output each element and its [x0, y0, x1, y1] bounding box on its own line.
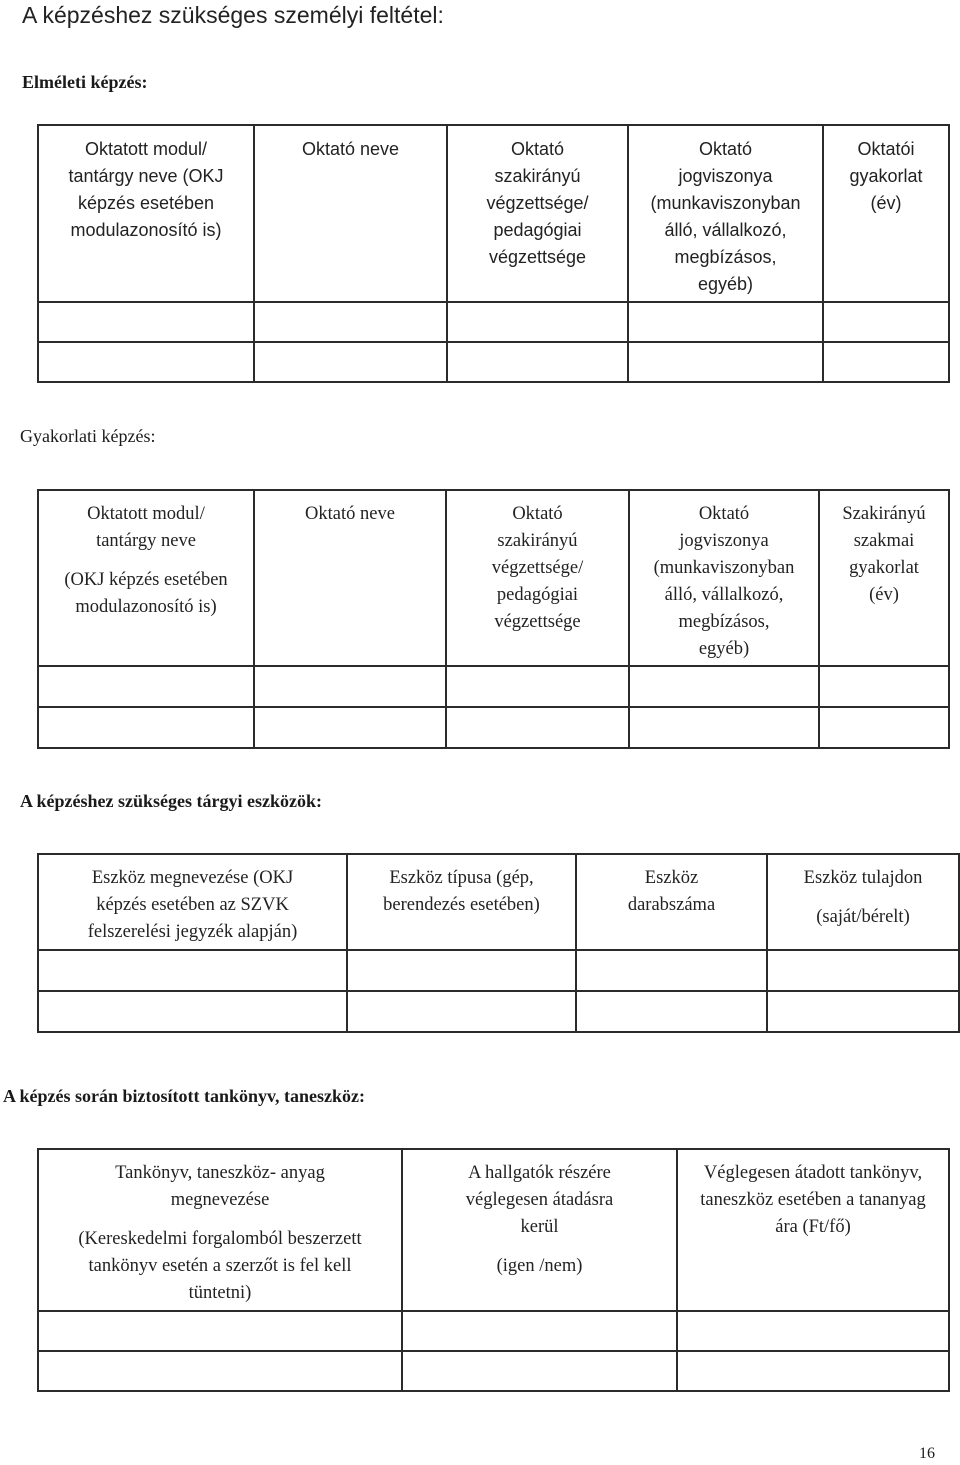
equipment-col-ownership: Eszköz tulajdon (saját/bérelt): [767, 854, 959, 950]
theory-col-instructor-name: Oktató neve: [254, 125, 447, 302]
table-cell[interactable]: [576, 991, 767, 1032]
table-cell[interactable]: [576, 950, 767, 991]
books-header-row: [38, 1149, 949, 1311]
table-cell[interactable]: [254, 302, 447, 342]
table-cell[interactable]: [38, 1311, 402, 1351]
theory-col-experience: Oktatói gyakorlat (év): [823, 125, 949, 302]
practice-col-instructor-name: Oktató neve: [254, 490, 446, 666]
table-row: [38, 707, 949, 748]
table-cell[interactable]: [628, 342, 823, 382]
table-cell[interactable]: [402, 1311, 677, 1351]
books-section-title: A képzés során biztosított tankönyv, taneszköz:: [3, 1086, 366, 1106]
table-cell[interactable]: [38, 707, 254, 748]
page-number: 16: [919, 1445, 935, 1462]
books-col-name: Tankönyv, taneszköz- anyag megnevezése (Kereskedelmi forgalomból beszerzett tankönyv esetén a szerzőt is fel kell tüntetni): [38, 1149, 402, 1311]
books-table: [37, 1148, 950, 1392]
table-cell[interactable]: [347, 991, 576, 1032]
table-cell[interactable]: [447, 302, 628, 342]
books-col-handover: A hallgatók részére véglegesen átadásra kerül (igen /nem): [402, 1149, 677, 1311]
table-cell[interactable]: [767, 991, 959, 1032]
equipment-table: [37, 853, 960, 1033]
theory-table: [37, 124, 950, 383]
table-cell[interactable]: [254, 707, 446, 748]
table-cell[interactable]: [629, 707, 819, 748]
table-cell[interactable]: [819, 666, 949, 707]
table-cell[interactable]: [819, 707, 949, 748]
equipment-section-title: A képzéshez szükséges tárgyi eszközök:: [20, 791, 322, 811]
practice-section-title: Gyakorlati képzés:: [20, 426, 156, 446]
table-cell[interactable]: [38, 991, 347, 1032]
practice-col-experience: Szakirányú szakmai gyakorlat (év): [819, 490, 949, 666]
table-row: [38, 950, 959, 991]
table-cell[interactable]: [677, 1311, 949, 1351]
table-cell[interactable]: [447, 342, 628, 382]
theory-col-module: Oktatott modul/ tantárgy neve (OKJ képzés esetében modulazonosító is): [38, 125, 254, 302]
table-cell[interactable]: [446, 666, 629, 707]
equipment-col-quantity: Eszköz darabszáma: [576, 854, 767, 950]
practice-col-employment: Oktató jogviszonya (munkaviszonyban álló, vállalkozó, megbízásos, egyéb): [629, 490, 819, 666]
practice-table: [37, 489, 950, 749]
practice-col-module: Oktatott modul/ tantárgy neve (OKJ képzés esetében modulazonosító is): [38, 490, 254, 666]
practice-col-qualification: Oktató szakirányú végzettsége/ pedagógiai végzettsége: [446, 490, 629, 666]
table-cell[interactable]: [823, 342, 949, 382]
table-row: [38, 1311, 949, 1351]
table-row: [38, 1351, 949, 1391]
table-cell[interactable]: [38, 342, 254, 382]
table-row: [38, 991, 959, 1032]
table-cell[interactable]: [38, 666, 254, 707]
table-cell[interactable]: [38, 950, 347, 991]
theory-col-qualification: Oktató szakirányú végzettsége/ pedagógiai végzettsége: [447, 125, 628, 302]
page-heading: A képzéshez szükséges személyi feltétel:: [22, 2, 444, 28]
practice-header-row: [38, 490, 949, 666]
table-cell[interactable]: [677, 1351, 949, 1391]
table-row: [38, 666, 949, 707]
table-cell[interactable]: [38, 1351, 402, 1391]
theory-section-title: Elméleti képzés:: [22, 72, 148, 92]
table-row: [38, 342, 949, 382]
table-cell[interactable]: [767, 950, 959, 991]
table-cell[interactable]: [446, 707, 629, 748]
table-cell[interactable]: [402, 1351, 677, 1391]
table-cell[interactable]: [823, 302, 949, 342]
equipment-col-type: Eszköz típusa (gép, berendezés esetében): [347, 854, 576, 950]
books-col-price: Véglegesen átadott tankönyv, taneszköz esetében a tananyag ára (Ft/fő): [677, 1149, 949, 1311]
theory-col-employment: Oktató jogviszonya (munkaviszonyban álló, vállalkozó, megbízásos, egyéb): [628, 125, 823, 302]
table-cell[interactable]: [254, 666, 446, 707]
equipment-col-name: Eszköz megnevezése (OKJ képzés esetében az SZVK felszerelési jegyzék alapján): [38, 854, 347, 950]
table-cell[interactable]: [629, 666, 819, 707]
table-cell[interactable]: [628, 302, 823, 342]
equipment-header-row: [38, 854, 959, 950]
table-row: [38, 302, 949, 342]
table-cell[interactable]: [254, 342, 447, 382]
table-cell[interactable]: [38, 302, 254, 342]
table-cell[interactable]: [347, 950, 576, 991]
theory-header-row: [38, 125, 949, 302]
